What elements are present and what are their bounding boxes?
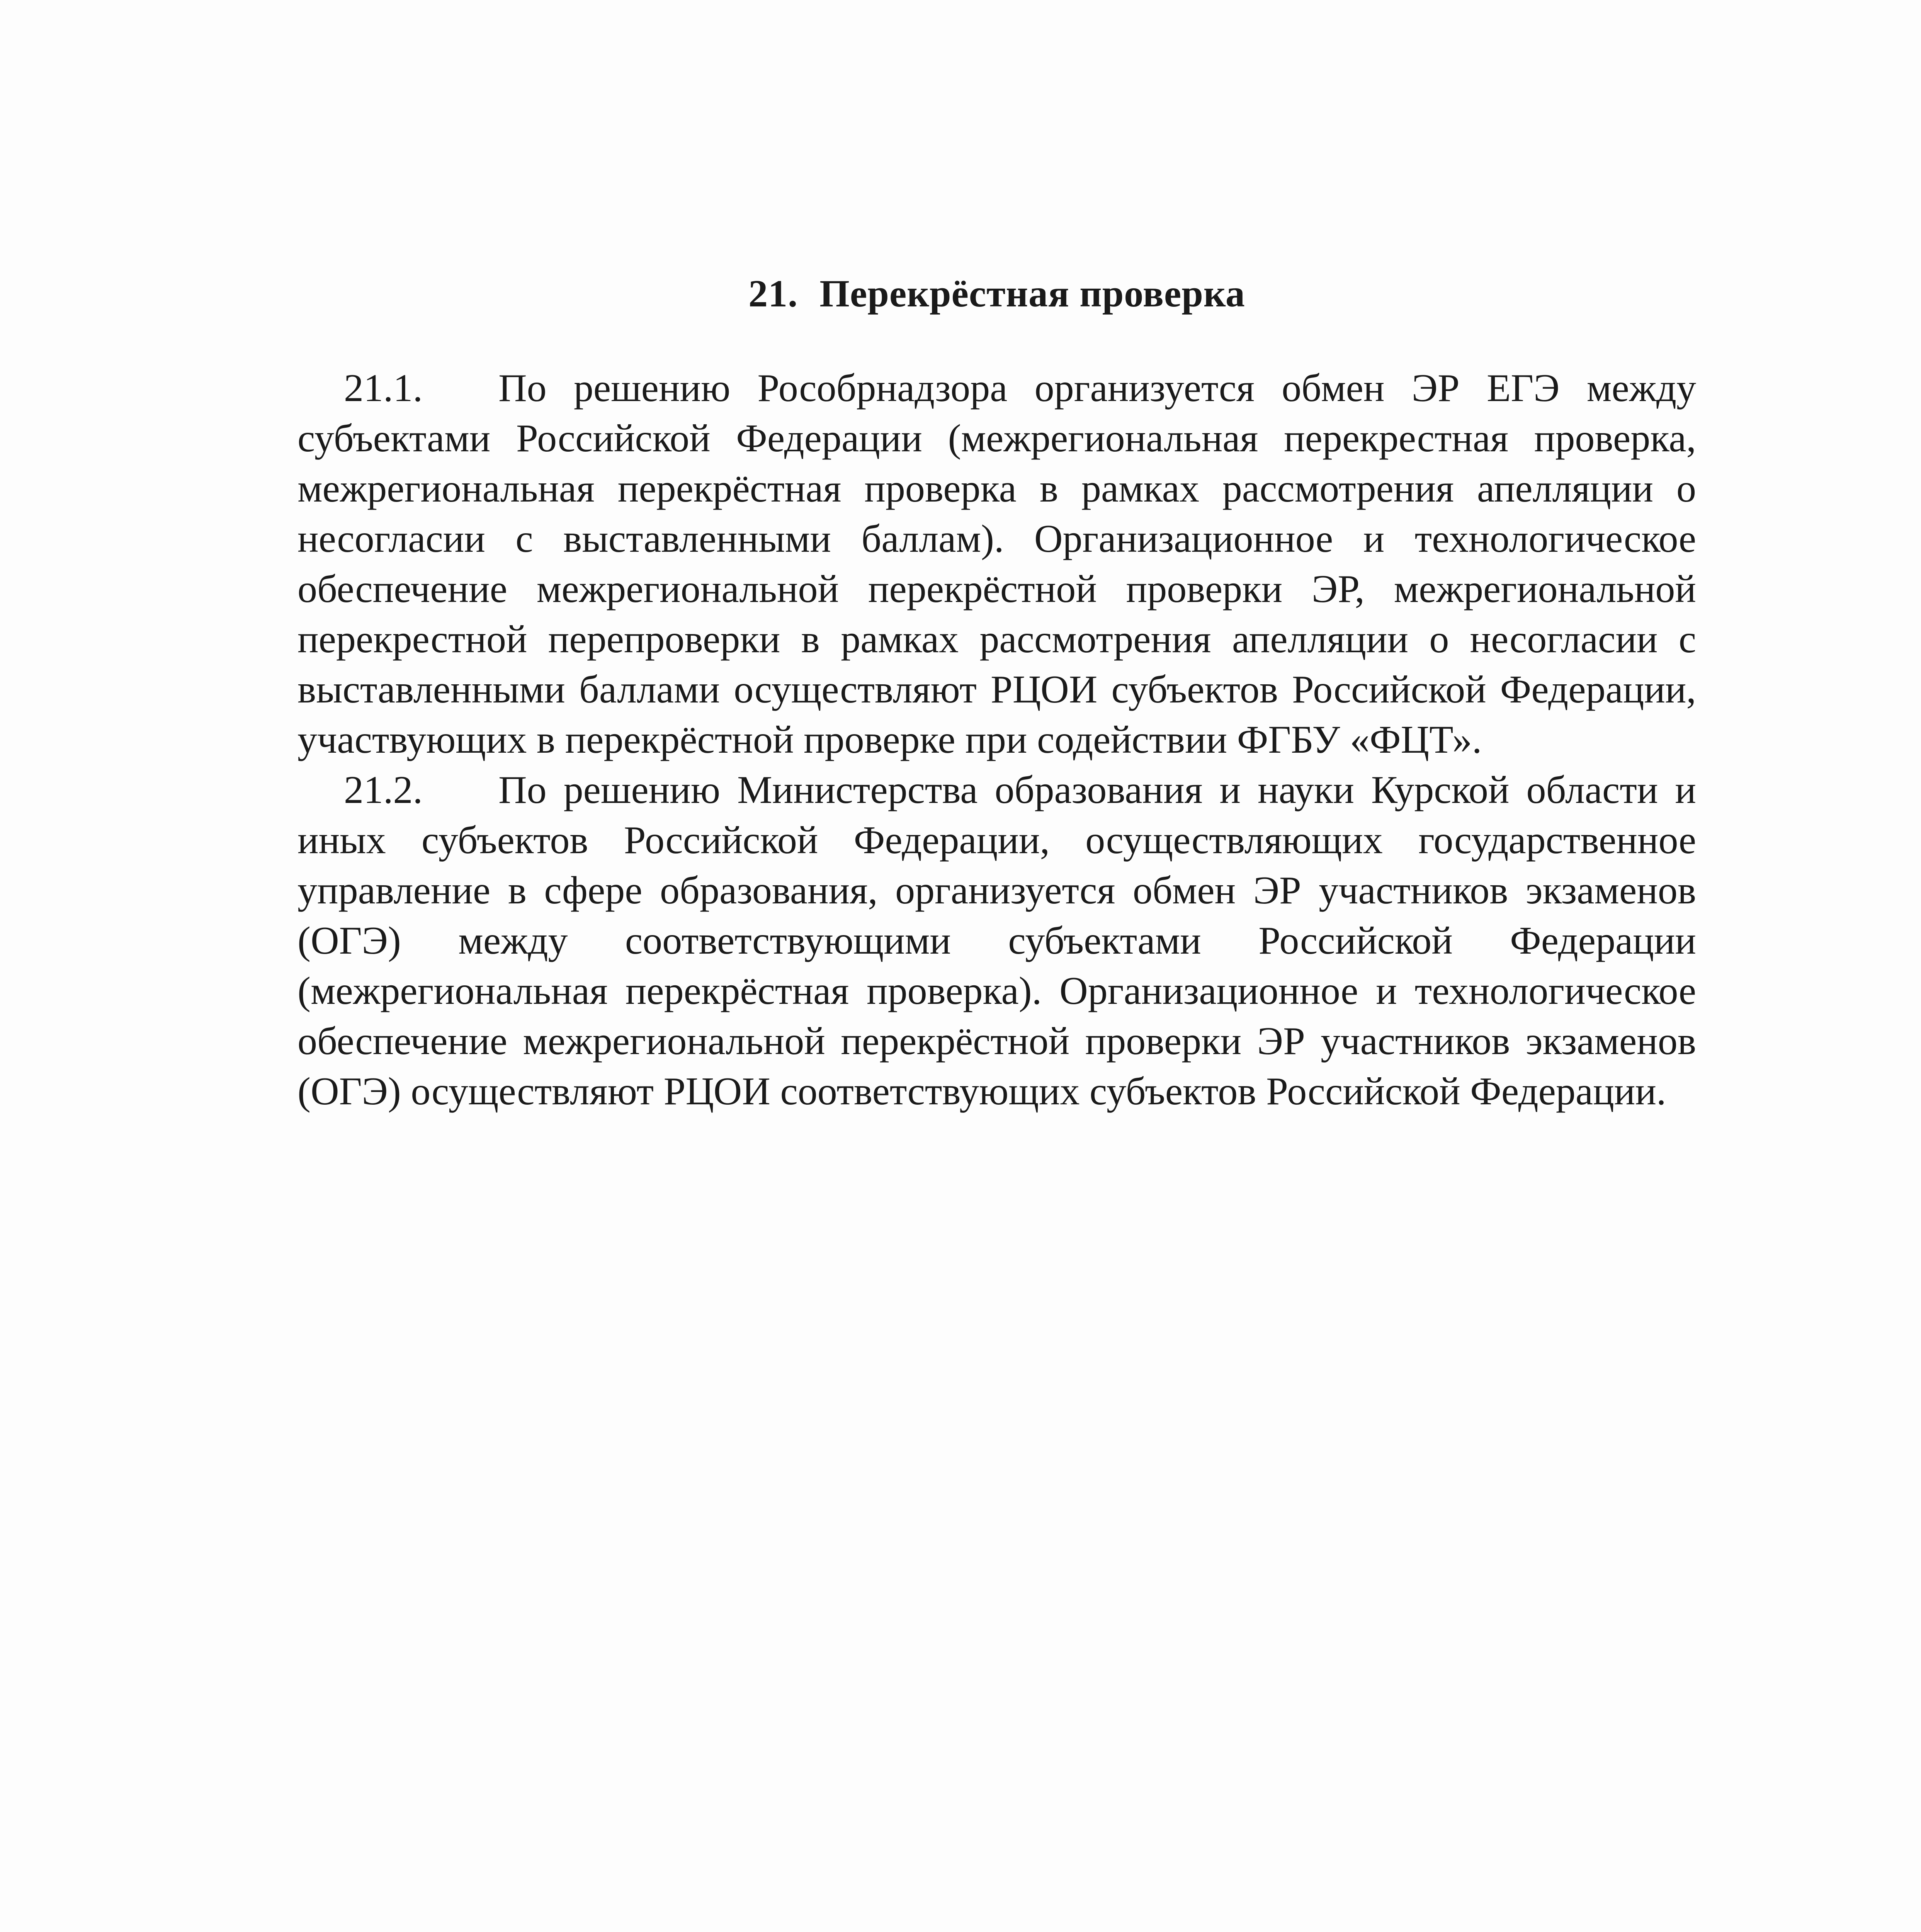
- section-heading: [298, 267, 1696, 321]
- paragraph-number: 21.2.: [344, 768, 423, 812]
- paragraph-21-1: [298, 363, 1696, 765]
- section-number: 21.: [748, 272, 798, 315]
- paragraph-text: По решению Министерства образования и науки Курской области и иных субъектов Российской Федерации, осуществляющих государственное управление в сфере образования, организуется обмен ЭР участников экзаменов (ОГЭ) между соответствующими субъектами Российской Федерации (межрегиональная перекрёстная проверка). Организационное и технологическое обеспечение межрегиональной перекрёстной проверки ЭР участников экзаменов (ОГЭ) осуществляют РЦОИ соответствующих субъектов Российской Федерации.: [298, 768, 1696, 1113]
- paragraph-number: 21.1.: [344, 366, 423, 410]
- paragraph-21-2: [298, 765, 1696, 1117]
- section-title: Перекрёстная проверка: [819, 272, 1245, 315]
- document-content: [298, 267, 1696, 1117]
- paragraph-text: По решению Рособрнадзора организуется обмен ЭР ЕГЭ между субъектами Российской Федерации (межрегиональная перекрестная проверка, межрегиональная перекрёстная проверка в рамках рассмотрения апелляции о несогласии с выставленными баллам). Организационное и технологическое обеспечение межрегиональной перекрёстной проверки ЭР, межрегиональной перекрестной перепроверки в рамках рассмотрения апелляции о несогласии с выставленными баллами осуществляют РЦОИ субъектов Российской Федерации, участвующих в перекрёстной проверке при содействии ФГБУ «ФЦТ».: [298, 366, 1696, 762]
